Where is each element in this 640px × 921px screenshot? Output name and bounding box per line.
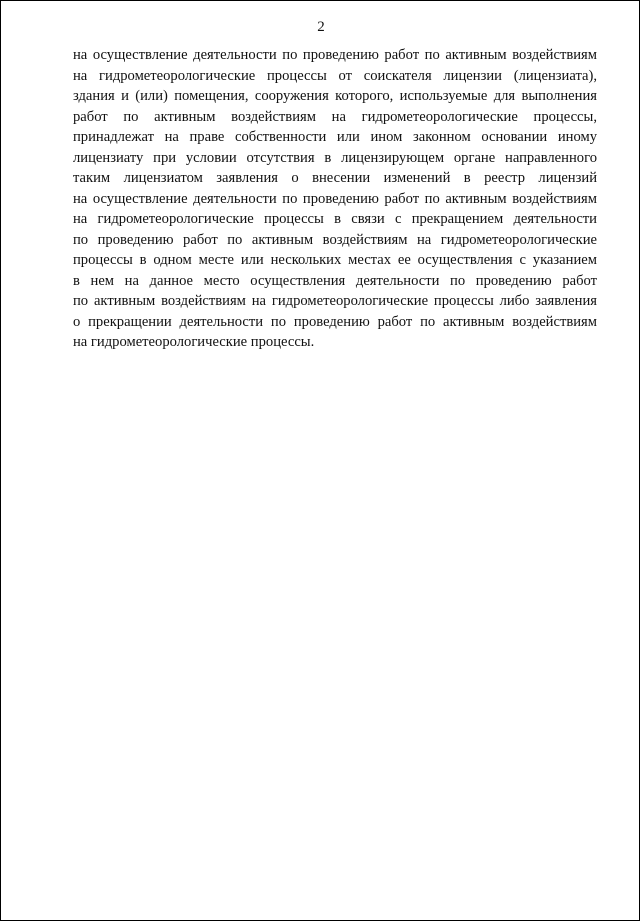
text-line: о прекращении деятельности по проведению работ по активным воздействиям — [73, 313, 597, 330]
text-line: процессы в одном месте или нескольких местах ее осуществления с указанием — [73, 252, 597, 268]
text-line: на осуществление деятельности по проведению работ по активным воздействиям — [73, 47, 597, 63]
text-line: на гидрометеорологические процессы в связи с прекращением деятельности — [73, 211, 597, 227]
text-line: лицензиату при условии отсутствия в лицензирующем органе направленного — [73, 149, 597, 166]
text-line: работ по активным воздействиям на гидрометеорологические процессы, — [73, 108, 597, 125]
text-line: по проведению работ по активным воздействиям на гидрометеорологические — [73, 231, 597, 248]
text-line: на гидрометеорологические процессы от соискателя лицензии (лицензиата), — [73, 67, 597, 84]
text-line: в нем на данное место осуществления деятельности по проведению работ — [73, 272, 597, 289]
body-paragraph — [73, 45, 597, 353]
text-line: на осуществление деятельности по проведению работ по активным воздействиям — [73, 190, 597, 207]
text-line: принадлежат на праве собственности или ином законном основании иному — [73, 129, 597, 145]
page-number: 2 — [317, 19, 325, 35]
text-line: здания и (или) помещения, сооружения которого, используемые для выполнения — [73, 88, 597, 104]
text-line: по активным воздействиям на гидрометеорологические процессы либо заявления — [73, 293, 597, 309]
text-line: таким лицензиатом заявления о внесении изменений в реестр лицензий — [73, 170, 597, 186]
text-line-last: на гидрометеорологические процессы. — [73, 334, 315, 350]
